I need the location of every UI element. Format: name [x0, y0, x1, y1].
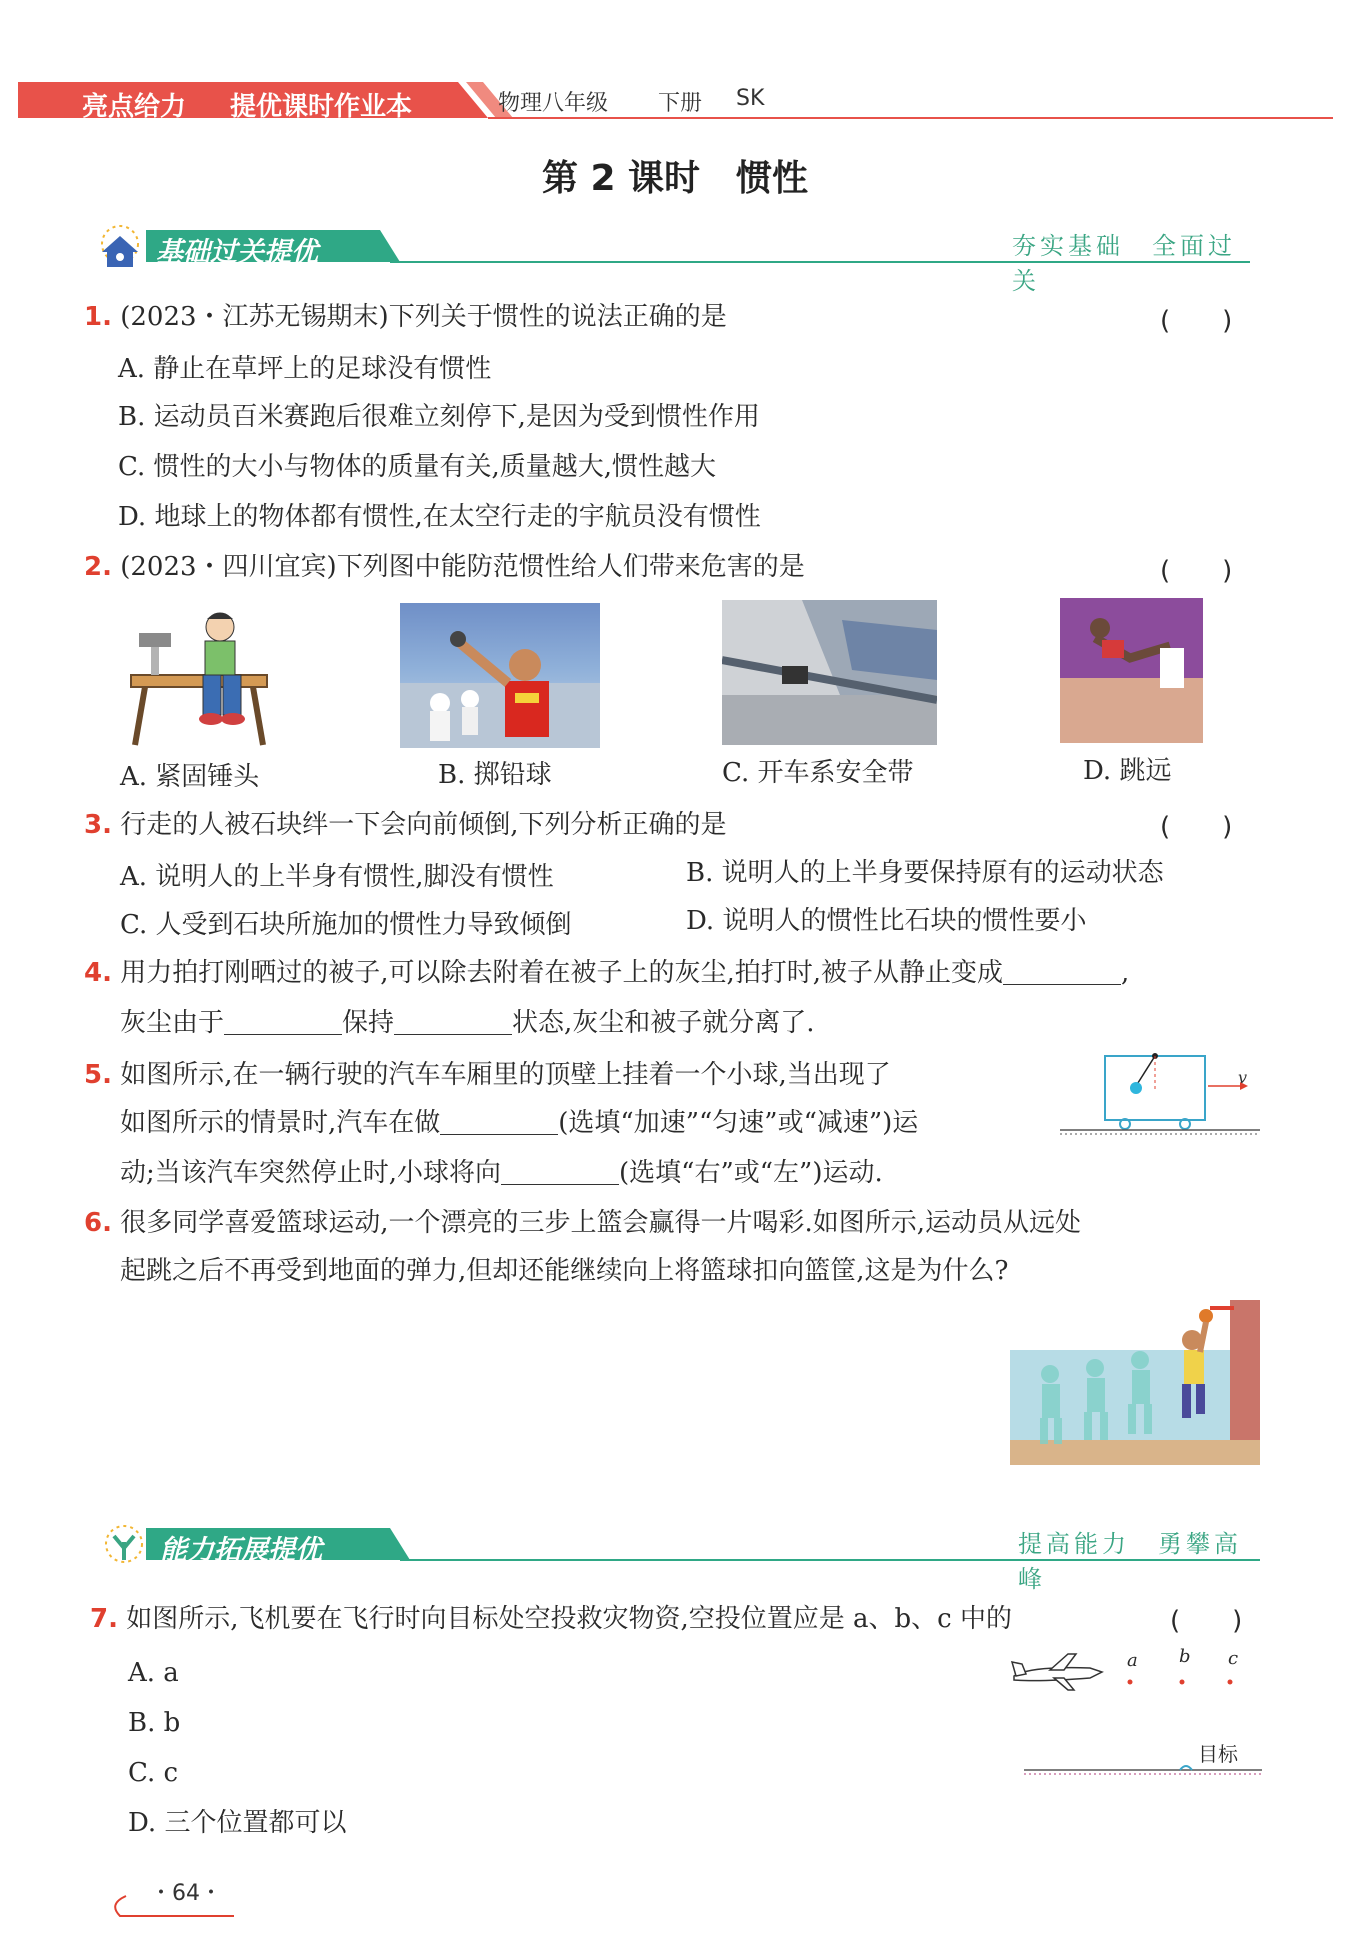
hammer-bench-illustration	[125, 605, 275, 753]
question-7-number: 7.	[90, 1604, 118, 1634]
section-ability-slogan: 提高能力 勇攀高峰	[1018, 1530, 1242, 1593]
seatbelt-photo	[722, 600, 937, 745]
header-series: 提优课时作业本	[230, 92, 413, 122]
airdrop-figure	[1010, 1640, 1265, 1780]
car-pendulum-diagram	[1060, 1050, 1260, 1150]
question-5-line-3	[120, 1156, 883, 1190]
question-5-number: 5.	[84, 1060, 112, 1090]
question-4-text-2c: 状态,灰尘和被子就分离了.	[512, 1008, 815, 1038]
question-3-text: 行走的人被石块绊一下会向前倾倒,下列分析正确的是	[120, 810, 727, 840]
question-6-text-2: 起跳之后不再受到地面的弹力,但却还能继续向上将篮球扣向篮筐,这是为什么?	[120, 1256, 1009, 1286]
question-2-option-c[interactable]: C. 开车系安全带	[722, 758, 914, 788]
question-4-line-1	[84, 956, 1129, 990]
header-brand: 亮点给力	[82, 92, 187, 122]
question-6-text-1: 很多同学喜爱篮球运动,一个漂亮的三步上篮会赢得一片喝彩.如图所示,运动员从远处	[120, 1208, 1082, 1238]
question-1-option-a[interactable]: A. 静止在草坪上的足球没有惯性	[118, 354, 492, 384]
drop-point-b: b	[1179, 1646, 1191, 1667]
question-6-line-1	[84, 1206, 1081, 1240]
question-1-stem	[84, 300, 727, 334]
target-label: 目标	[1198, 1742, 1238, 1766]
question-7-option-b[interactable]: B. b	[128, 1708, 181, 1738]
shot-put-photo	[400, 603, 600, 748]
question-3-number: 3.	[84, 810, 112, 840]
question-2-number: 2.	[84, 552, 112, 582]
header-subject: 物理八年级	[498, 91, 609, 116]
drop-point-c: c	[1228, 1648, 1239, 1669]
question-7-stem	[90, 1602, 1012, 1636]
long-jump-photo	[1060, 598, 1203, 743]
question-5-text-2b: (选填“加速”“匀速”或“减速”)运	[558, 1108, 919, 1138]
question-1-option-d[interactable]: D. 地球上的物体都有惯性,在太空行走的宇航员没有惯性	[118, 502, 761, 532]
question-7-answer[interactable]: ( )	[1170, 1606, 1243, 1636]
question-4-blank-1[interactable]	[1003, 960, 1121, 985]
section-ability-title: 能力拓展提优	[160, 1535, 322, 1566]
question-7-option-c[interactable]: C. c	[128, 1758, 179, 1788]
question-5-text-2a: 如图所示的情景时,汽车在做	[120, 1108, 441, 1138]
question-7-option-d[interactable]: D. 三个位置都可以	[128, 1808, 347, 1838]
question-7-text: 如图所示,飞机要在飞行时向目标处空投救灾物资,空投位置应是 a、b、c 中的	[126, 1604, 1012, 1634]
question-4-blank-3[interactable]	[394, 1010, 512, 1035]
section-basic-banner	[90, 222, 1250, 295]
question-7-option-a[interactable]: A. a	[128, 1658, 179, 1688]
answer-area[interactable]	[120, 1300, 1000, 1450]
header-banner	[18, 82, 1333, 124]
question-4-text-2a: 灰尘由于	[120, 1008, 225, 1038]
section-basic-slogan: 夯实基础 全面过关	[1012, 232, 1236, 295]
question-4-text-2b: 保持	[342, 1008, 395, 1038]
lesson-title: 第 2 课时 惯性	[541, 158, 809, 199]
question-4-blank-2[interactable]	[224, 1010, 342, 1035]
question-4-text-1: 用力拍打刚晒过的被子,可以除去附着在被子上的灰尘,拍打时,被子从静止变成	[120, 958, 1004, 988]
question-2-option-a[interactable]: A. 紧固锤头	[120, 762, 260, 792]
question-2-text: (2023・四川宜宾)下列图中能防范惯性给人们带来危害的是	[120, 552, 805, 582]
question-3-option-c[interactable]: C. 人受到石块所施加的惯性力导致倾倒	[120, 910, 572, 940]
question-6-number: 6.	[84, 1208, 112, 1238]
section-ability-banner	[100, 1520, 1260, 1593]
header-volume: 下册	[658, 91, 703, 116]
question-3-answer[interactable]: ( )	[1160, 812, 1233, 842]
question-5-text-1: 如图所示,在一辆行驶的汽车车厢里的顶壁上挂着一个小球,当出现了	[120, 1060, 891, 1090]
question-1-answer[interactable]: ( )	[1160, 306, 1233, 336]
page-number: ・64・	[150, 1881, 222, 1906]
question-1-number: 1.	[84, 302, 112, 332]
question-3-option-b[interactable]: B. 说明人的上半身要保持原有的运动状态	[686, 858, 1164, 888]
velocity-label: v	[1238, 1068, 1248, 1087]
car-pendulum-figure	[1060, 1050, 1260, 1150]
question-2-option-d[interactable]: D. 跳远	[1083, 756, 1172, 786]
basketball-layup-illustration	[1010, 1300, 1260, 1465]
question-5-text-3a: 动;当该汽车突然停止时,小球将向	[120, 1158, 502, 1188]
question-2-answer[interactable]: ( )	[1160, 556, 1233, 586]
question-1-option-c[interactable]: C. 惯性的大小与物体的质量有关,质量越大,惯性越大	[118, 452, 717, 482]
header-edition: SK	[736, 86, 765, 111]
question-5-blank-1[interactable]	[440, 1110, 558, 1135]
question-3-stem	[84, 808, 727, 842]
question-4-line-2	[120, 1006, 815, 1040]
question-1-option-b[interactable]: B. 运动员百米赛跑后很难立刻停下,是因为受到惯性作用	[118, 402, 760, 432]
question-5-text-3b: (选填“右”或“左”)运动.	[619, 1158, 883, 1188]
question-3-option-d[interactable]: D. 说明人的惯性比石块的惯性要小	[686, 906, 1087, 936]
question-2-stem	[84, 550, 805, 584]
question-4-number: 4.	[84, 958, 112, 988]
question-2-option-b[interactable]: B. 掷铅球	[438, 760, 552, 790]
question-1-text: (2023・江苏无锡期末)下列关于惯性的说法正确的是	[120, 302, 727, 332]
question-3-option-a[interactable]: A. 说明人的上半身有惯性,脚没有惯性	[120, 862, 554, 892]
question-5-blank-2[interactable]	[501, 1160, 619, 1185]
drop-point-a: a	[1127, 1650, 1138, 1671]
question-5-line-2	[120, 1106, 918, 1140]
question-5-line-1	[84, 1058, 891, 1092]
section-basic-title: 基础过关提优	[156, 237, 318, 268]
question-4-text-1-end: ,	[1121, 958, 1130, 988]
question-6-line-2	[120, 1254, 1008, 1288]
